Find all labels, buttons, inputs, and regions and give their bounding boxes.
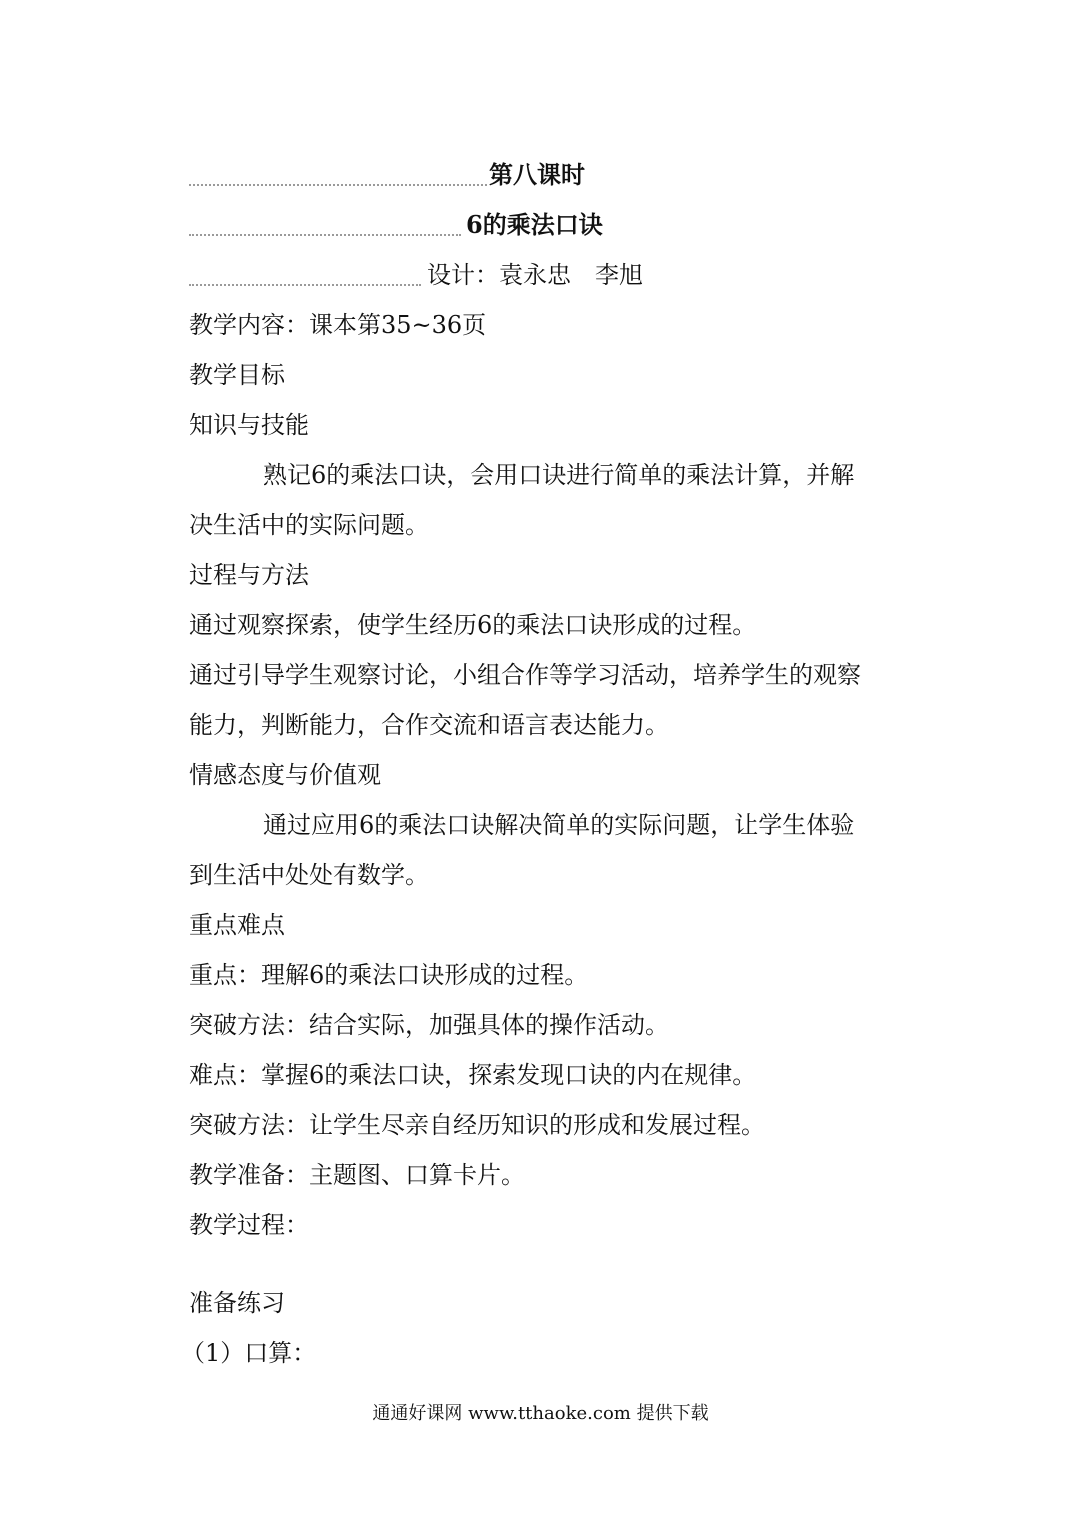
difficulty: 难点：掌握6的乘法口诀，探索发现口诀的内在规律。 — [189, 1061, 757, 1089]
difficulty-method: 突破方法：让学生尽亲自经历知识的形成和发展过程。 — [189, 1111, 765, 1139]
knowledge-paragraph: 熟记6的乘法口诀，会用口诀进行简单的乘法计算，并解 — [263, 461, 855, 489]
process-heading: 过程与方法 — [189, 561, 309, 589]
knowledge-heading: 知识与技能 — [189, 411, 309, 439]
process-paragraph: 通过引导学生观察讨论，小组合作等学习活动，培养学生的观察 — [189, 661, 861, 689]
teaching-content: 教学内容：课本第35~36页 — [189, 311, 487, 339]
key-heading: 重点难点 — [189, 911, 285, 939]
key-method: 突破方法：结合实际，加强具体的操作活动。 — [189, 1011, 669, 1039]
lesson-title: 6的乘法口诀 — [466, 210, 603, 239]
knowledge-paragraph-cont: 决生活中的实际问题。 — [189, 511, 429, 539]
procedure: 教学过程： — [189, 1211, 309, 1239]
preparation: 教学准备：主题图、口算卡片。 — [189, 1161, 525, 1189]
leader-dots — [189, 176, 487, 186]
footer-text: 通通好课网 www.tthaoke.com 提供下载 — [372, 1403, 709, 1424]
warmup-heading: 准备练习 — [189, 1289, 285, 1317]
process-paragraph-cont: 能力，判断能力，合作交流和语言表达能力。 — [189, 711, 669, 739]
emotion-paragraph: 通过应用6的乘法口诀解决简单的实际问题，让学生体验 — [263, 811, 855, 839]
emotion-heading: 情感态度与价值观 — [189, 761, 381, 789]
key-point: 重点：理解6的乘法口诀形成的过程。 — [189, 961, 589, 989]
process-paragraph: 通过观察探索，使学生经历6的乘法口诀形成的过程。 — [189, 611, 757, 639]
oral-calc: （1）口算： — [181, 1339, 317, 1367]
goals-heading: 教学目标 — [189, 361, 285, 389]
lesson-number: 第八课时 — [489, 160, 585, 189]
leader-dots — [189, 226, 461, 236]
leader-dots — [189, 276, 421, 286]
emotion-paragraph-cont: 到生活中处处有数学。 — [189, 861, 429, 889]
designers: 设计：袁永忠 李旭 — [427, 261, 643, 289]
